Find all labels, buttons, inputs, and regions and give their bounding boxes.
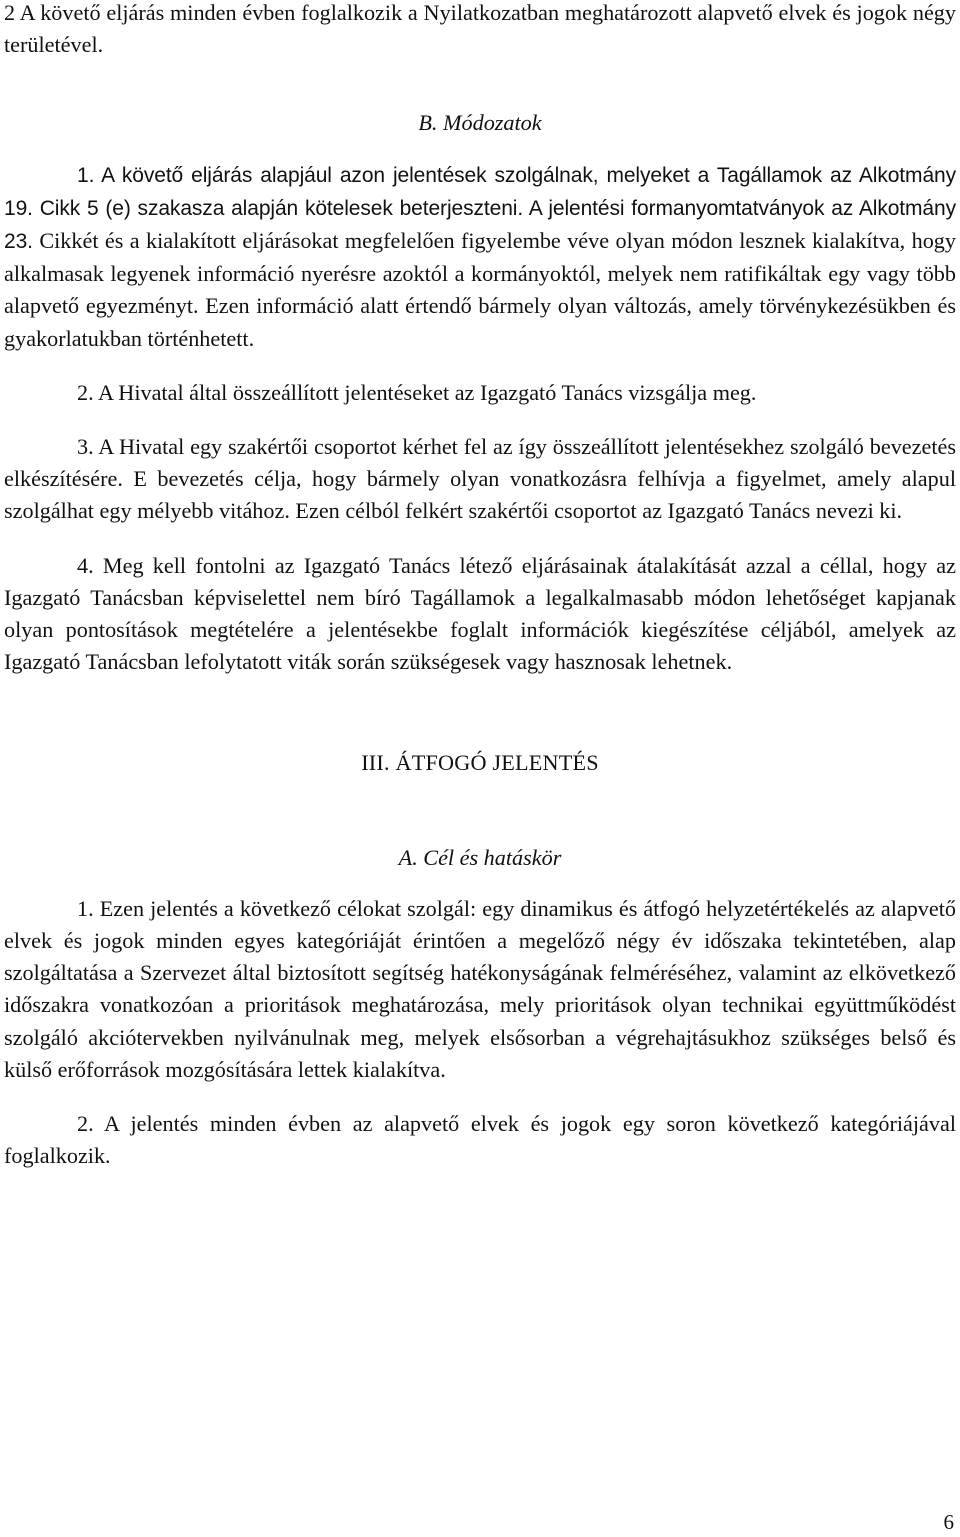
paragraph-a2: 2. A jelentés minden évben az alapvető elvek és jogok egy soron következő kategóriájával foglalkozik. bbox=[4, 1111, 956, 1169]
paragraph-b1-serif-run: Cikkét és a kialakított eljárásokat megfelelően figyelembe véve olyan módon lesznek kialakítva, hogy alkalmasak legyenek információ nyerésre azoktól a kormányoktól, melyek nem ratifikáltak egy vagy több alapvető egyezményt. Ezen információ alatt értendő bármely olyan változás, amely törvénykezésükben és gyakorlatukban történhetett. bbox=[4, 228, 956, 351]
paragraph-b2: 2. A Hivatal által összeállított jelentéseket az Igazgató Tanács vizsgálja meg. bbox=[77, 379, 757, 405]
paragraph-b1 bbox=[4, 159, 956, 355]
subheading-a-cel-es-hataskor: A. Cél és hatáskör bbox=[398, 844, 562, 870]
document-page bbox=[4, 0, 956, 1172]
paragraph-a1: 1. Ezen jelentés a következő célokat szolgál: egy dinamikus és átfogó helyzetértékelés az alapvető elvek és jogok minden egyes kategóriáját érintően a megelőző négy év időszaka tekintetében, alap szolgáltatása a Szervezet által biztosított segítség hatékonyságának felméréséhez, valamint az elkövetkező időszakra vonatkozóan a prioritások meghatározása, mely prioritások olyan technikai együttműködést szolgáló akciótervekben nyilvánulnak meg, melyek elsősorban a végrehajtásukhoz szükséges belső és külső erőforrások mozgósítására lettek kialakítva. bbox=[4, 895, 956, 1082]
subheading-b-modozatok: B. Módozatok bbox=[418, 110, 542, 136]
paragraph-intro: 2 A követő eljárás minden évben foglalkozik a Nyilatkozatban meghatározott alapvető elvek és jogok négy területével. bbox=[4, 0, 956, 58]
paragraph-b3: 3. A Hivatal egy szakértői csoportot kérhet fel az így összeállított jelentésekhez szolgáló bevezetés elkészítésére. E bevezetés célja, hogy bármely olyan vonatkozásra felhívja a figyelmet, amely alapul szolgálhat egy mélyebb vitához. Ezen célból felkért szakértői csoportot az Igazgató Tanács nevezi ki. bbox=[4, 434, 956, 524]
paragraph-b4: 4. Meg kell fontolni az Igazgató Tanács létező eljárásainak átalakítását azzal a céllal, hogy az Igazgató Tanácsban képviselettel nem bíró Tagállamok a legalkalmasabb módon lehetőséget kapjanak olyan pontosítások megtételére a jelentésekbe foglalt információk kiegészítése céljából, amelyek az Igazgató Tanácsban lefolytatott viták során szükségesek vagy hasznosak lehetnek. bbox=[4, 552, 956, 675]
paragraph-b1-sans-run: 1. A követő eljárás alapjául azon jelentések szolgálnak, melyeket a Tagállamok az Alkotmány 19. Cikk 5 (e) szakasza alapján kötelesek beterjeszteni. A jelentési formanyomtatványok az Alkotmány 23. bbox=[4, 163, 956, 254]
page-number: 6 bbox=[943, 1510, 954, 1534]
section-title: III. ÁTFOGÓ JELENTÉS bbox=[361, 750, 599, 776]
